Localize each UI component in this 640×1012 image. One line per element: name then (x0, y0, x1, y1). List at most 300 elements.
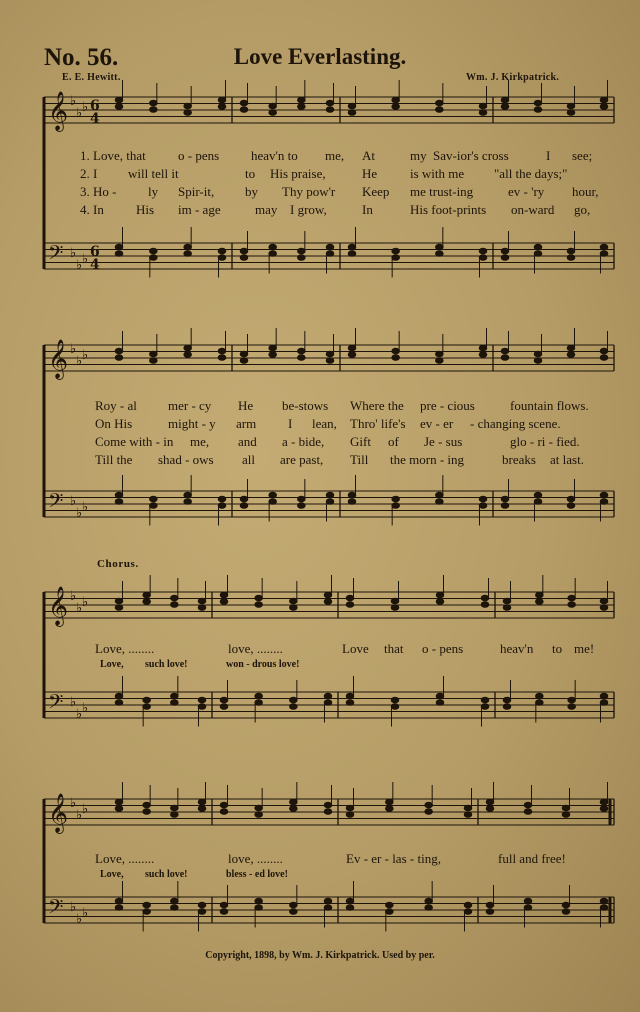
notehead (436, 358, 444, 364)
notehead (150, 351, 158, 357)
notehead (562, 909, 570, 915)
flat-sign: ♭ (70, 94, 77, 109)
lyric-word: ev - er (420, 416, 454, 431)
lyric-word: fountain flows. (510, 398, 589, 413)
notehead (568, 704, 576, 710)
notehead (218, 255, 226, 261)
lyric-word: His (136, 202, 155, 217)
notehead (436, 599, 444, 605)
notehead (391, 704, 399, 710)
treble-clef: 𝄞 (48, 793, 69, 833)
lyric-word: His foot-prints (410, 202, 487, 217)
lyric-word: I (546, 148, 551, 163)
notehead (524, 905, 532, 911)
time-signature-bottom: 4 (90, 257, 100, 273)
notehead (326, 244, 334, 250)
notehead (255, 693, 263, 699)
notehead (255, 602, 263, 608)
lyric-word: Come with - in (95, 434, 174, 449)
notehead (392, 255, 400, 261)
lyric-word: such love! (145, 869, 188, 880)
notehead (536, 592, 544, 598)
notehead (348, 110, 356, 116)
lyric-word: - changing scene. (470, 416, 561, 431)
notehead (171, 905, 179, 911)
notehead (298, 248, 306, 254)
lyric-word: at last. (550, 452, 584, 467)
notehead (198, 909, 206, 915)
notehead (220, 802, 228, 808)
lyric-word: I (288, 416, 293, 431)
notehead (348, 345, 356, 351)
notehead (600, 499, 608, 505)
notehead (115, 598, 123, 604)
lyric-word: 2. I (80, 166, 98, 181)
notehead (600, 97, 608, 103)
notehead (324, 809, 332, 815)
notehead (386, 909, 394, 915)
time-signature-top: 6 (90, 244, 100, 260)
notehead (348, 492, 356, 498)
flat-sign: ♭ (82, 595, 89, 610)
lyric-word: me, (190, 434, 210, 449)
lyric-word: Till (350, 452, 369, 467)
notehead (269, 110, 277, 116)
flat-sign: ♭ (70, 589, 77, 604)
copyright-notice: Copyright, 1898, by Wm. J. Kirkpatrick. Used by per. (205, 950, 435, 961)
notehead (486, 902, 494, 908)
notehead (115, 700, 123, 706)
chorus-label: Chorus. (97, 558, 139, 570)
lyric-word: all (242, 452, 255, 467)
notehead (503, 598, 511, 604)
notehead (425, 905, 433, 911)
hymn-title: Love Everlasting. (233, 44, 407, 69)
notehead (115, 104, 123, 110)
notehead (290, 697, 298, 703)
notehead (436, 107, 444, 113)
notehead (150, 358, 158, 364)
lyric-word: bless - ed love! (226, 869, 288, 880)
notehead (392, 97, 400, 103)
lyric-word: and (238, 434, 257, 449)
notehead (534, 100, 542, 106)
notehead (150, 255, 158, 261)
flat-sign: ♭ (82, 100, 89, 115)
notehead (218, 97, 226, 103)
notehead (479, 503, 487, 509)
notehead (220, 902, 228, 908)
notehead (298, 355, 306, 361)
notehead (481, 697, 489, 703)
notehead (290, 806, 298, 812)
notehead (346, 595, 354, 601)
notehead (464, 909, 472, 915)
flat-sign: ♭ (76, 354, 83, 369)
notehead (198, 605, 206, 611)
notehead (171, 700, 179, 706)
flat-sign: ♭ (70, 900, 77, 915)
notehead (326, 499, 334, 505)
treble-clef: 𝄞 (48, 586, 69, 626)
notehead (115, 348, 123, 354)
lyric-word: might - y (168, 416, 216, 431)
lyric-word: mer - cy (168, 398, 212, 413)
notehead (290, 605, 298, 611)
notehead (391, 605, 399, 611)
lyric-word: to (245, 166, 256, 181)
notehead (600, 806, 608, 812)
notehead (386, 902, 394, 908)
notehead (600, 244, 608, 250)
lyric-word: arm (236, 416, 257, 431)
notehead (600, 348, 608, 354)
notehead (479, 103, 487, 109)
notehead (479, 110, 487, 116)
lyric-word: Thy pow'r (282, 184, 336, 199)
lyric-word: a - bide, (282, 434, 325, 449)
notehead (600, 605, 608, 611)
flat-sign: ♭ (76, 808, 83, 823)
lyric-word: me trust-ing (410, 184, 474, 199)
notehead (425, 898, 433, 904)
flat-sign: ♭ (82, 348, 89, 363)
lyric-word: is with me (410, 166, 465, 181)
notehead (346, 905, 354, 911)
notehead (386, 799, 394, 805)
notehead (600, 693, 608, 699)
lyric-word: are past, (280, 452, 324, 467)
notehead (171, 812, 179, 818)
lyric-word: heav'n (500, 641, 534, 656)
lyric-word: On His (95, 416, 133, 431)
notehead (218, 248, 226, 254)
notehead (600, 355, 608, 361)
notehead (534, 107, 542, 113)
notehead (298, 503, 306, 509)
notehead (436, 244, 444, 250)
notehead (562, 812, 570, 818)
notehead (326, 492, 334, 498)
notehead (436, 492, 444, 498)
lyric-word: o - pens (178, 148, 220, 163)
notehead (218, 348, 226, 354)
notehead (600, 898, 608, 904)
lyric-word: Keep (362, 184, 390, 199)
lyric-word: Thro' life's (350, 416, 406, 431)
notehead (392, 348, 400, 354)
lyric-word: breaks (502, 452, 536, 467)
lyric-word: At (362, 148, 375, 163)
notehead (198, 799, 206, 805)
notehead (218, 496, 226, 502)
notehead (436, 100, 444, 106)
notehead (326, 100, 334, 106)
notehead (501, 255, 509, 261)
notehead (255, 905, 263, 911)
notehead (115, 492, 123, 498)
notehead (501, 248, 509, 254)
notehead (150, 248, 158, 254)
lyric-word: ly (148, 184, 159, 199)
notehead (143, 704, 151, 710)
notehead (115, 806, 123, 812)
notehead (324, 592, 332, 598)
notehead (567, 110, 575, 116)
flat-sign: ♭ (76, 912, 83, 927)
notehead (171, 693, 179, 699)
notehead (240, 100, 248, 106)
lyric-word: on-ward (511, 202, 555, 217)
notehead (534, 499, 542, 505)
notehead (324, 700, 332, 706)
lyric-word: Love, ........ (95, 851, 155, 866)
notehead (326, 351, 334, 357)
notehead (436, 693, 444, 699)
lyric-word: of (388, 434, 399, 449)
flat-sign: ♭ (82, 701, 89, 716)
notehead (150, 496, 158, 502)
notehead (150, 503, 158, 509)
flat-sign: ♭ (76, 258, 83, 273)
lyric-word: pre - cious (420, 398, 475, 413)
notehead (143, 809, 151, 815)
bass-clef: 𝄢 (48, 690, 64, 718)
notehead (568, 697, 576, 703)
flat-sign: ♭ (70, 796, 77, 811)
notehead (115, 244, 123, 250)
lyric-word: Love, (100, 659, 124, 670)
lyric-word: full and free! (498, 851, 566, 866)
notehead (392, 503, 400, 509)
flat-sign: ♭ (70, 494, 77, 509)
notehead (348, 499, 356, 505)
notehead (348, 352, 356, 358)
notehead (534, 244, 542, 250)
notehead (567, 496, 575, 502)
treble-clef: 𝄞 (48, 339, 69, 379)
notehead (218, 104, 226, 110)
notehead (481, 595, 489, 601)
lyric-word: "all the days;" (494, 166, 568, 181)
notehead (150, 107, 158, 113)
notehead (436, 499, 444, 505)
notehead (115, 499, 123, 505)
lyric-word: Love, (100, 869, 124, 880)
notehead (324, 693, 332, 699)
notehead (534, 251, 542, 257)
flat-sign: ♭ (76, 506, 83, 521)
lyric-word: me, (325, 148, 345, 163)
notehead (501, 503, 509, 509)
notehead (290, 902, 298, 908)
notehead (391, 598, 399, 604)
notehead (425, 802, 433, 808)
notehead (290, 799, 298, 805)
flat-sign: ♭ (82, 252, 89, 267)
notehead (536, 599, 544, 605)
notehead (392, 496, 400, 502)
notehead (481, 602, 489, 608)
notehead (501, 97, 509, 103)
notehead (150, 100, 158, 106)
notehead (171, 602, 179, 608)
notehead (184, 352, 192, 358)
notehead (464, 805, 472, 811)
notehead (562, 805, 570, 811)
notehead (562, 902, 570, 908)
lyric-word: I grow, (290, 202, 327, 217)
notehead (391, 697, 399, 703)
notehead (143, 697, 151, 703)
notehead (143, 909, 151, 915)
notehead (436, 700, 444, 706)
notehead (240, 496, 248, 502)
notehead (481, 704, 489, 710)
notehead (348, 251, 356, 257)
notehead (346, 898, 354, 904)
notehead (524, 802, 532, 808)
notehead (567, 248, 575, 254)
notehead (115, 355, 123, 361)
notehead (425, 809, 433, 815)
lyric-word: 1. Love, that (80, 148, 146, 163)
lyric-word: Ev - er - las - ting, (346, 851, 441, 866)
notehead (198, 704, 206, 710)
lyric-word: lean, (312, 416, 337, 431)
notehead (184, 110, 192, 116)
notehead (198, 598, 206, 604)
lyric-word: to (552, 641, 563, 656)
notehead (298, 97, 306, 103)
lyric-word: Roy - al (95, 398, 137, 413)
notehead (600, 251, 608, 257)
lyric-word: will tell it (128, 166, 179, 181)
notehead (392, 248, 400, 254)
notehead (501, 104, 509, 110)
notehead (115, 693, 123, 699)
notehead (600, 104, 608, 110)
notehead (600, 700, 608, 706)
notehead (255, 595, 263, 601)
notehead (115, 799, 123, 805)
notehead (346, 700, 354, 706)
notehead (524, 809, 532, 815)
notehead (324, 599, 332, 605)
flat-sign: ♭ (82, 906, 89, 921)
lyric-word: In (362, 202, 373, 217)
lyric-word: such love! (145, 659, 188, 670)
lyricist: E. E. Hewitt. (62, 72, 121, 83)
hymn-number: No. 56. (44, 44, 119, 71)
notehead (324, 898, 332, 904)
notehead (269, 103, 277, 109)
staff-lines (44, 97, 614, 923)
notehead (600, 905, 608, 911)
notehead (348, 244, 356, 250)
notehead (600, 598, 608, 604)
flat-sign: ♭ (70, 246, 77, 261)
notehead (534, 351, 542, 357)
lyric-word: that (384, 641, 404, 656)
notehead (534, 358, 542, 364)
notehead (567, 503, 575, 509)
lyric-word: Gift (350, 434, 371, 449)
notehead (436, 592, 444, 598)
lyric-word: He (362, 166, 378, 181)
lyric-word: Je - sus (424, 434, 463, 449)
flat-sign: ♭ (82, 802, 89, 817)
time-signature-top: 6 (90, 98, 100, 114)
notehead (486, 909, 494, 915)
notehead (240, 248, 248, 254)
notehead (290, 704, 298, 710)
treble-clef: 𝄞 (48, 91, 69, 131)
notehead (324, 802, 332, 808)
flat-sign: ♭ (76, 106, 83, 121)
notehead (479, 248, 487, 254)
flat-sign: ♭ (76, 601, 83, 616)
notehead (240, 107, 248, 113)
lyric-word: glo - ri - fied. (510, 434, 580, 449)
lyric-word: heav'n to (251, 148, 298, 163)
notehead (220, 599, 228, 605)
notehead (436, 351, 444, 357)
notehead (115, 898, 123, 904)
notehead (220, 704, 228, 710)
notehead (255, 812, 263, 818)
notehead (184, 345, 192, 351)
notehead (436, 251, 444, 257)
notehead (567, 255, 575, 261)
lyric-word: Where the (350, 398, 404, 413)
notehead (269, 244, 277, 250)
lyric-word: 3. Ho - (80, 184, 117, 199)
notehead (464, 902, 472, 908)
lyric-word: my (410, 148, 427, 163)
notehead (324, 905, 332, 911)
notehead (171, 898, 179, 904)
notehead (392, 104, 400, 110)
notehead (479, 496, 487, 502)
notehead (184, 492, 192, 498)
notehead (600, 799, 608, 805)
notehead (255, 805, 263, 811)
lyric-word: see; (572, 148, 593, 163)
lyric-word: His praise, (270, 166, 326, 181)
lyric-word: He (238, 398, 254, 413)
notehead (269, 499, 277, 505)
flat-sign: ♭ (82, 500, 89, 515)
lyric-word: won - drous love! (226, 659, 300, 670)
notehead (218, 503, 226, 509)
notehead (269, 352, 277, 358)
notehead (534, 492, 542, 498)
notehead (536, 700, 544, 706)
notehead (269, 251, 277, 257)
notehead (600, 492, 608, 498)
lyric-word: Love (342, 641, 369, 656)
notehead (255, 700, 263, 706)
flat-sign: ♭ (70, 342, 77, 357)
flat-sign: ♭ (70, 695, 77, 710)
notehead (568, 595, 576, 601)
notehead (326, 251, 334, 257)
lyric-word: by (245, 184, 258, 199)
lyric-word: hour, (572, 184, 599, 199)
lyric-word: may (255, 202, 278, 217)
notehead (346, 693, 354, 699)
